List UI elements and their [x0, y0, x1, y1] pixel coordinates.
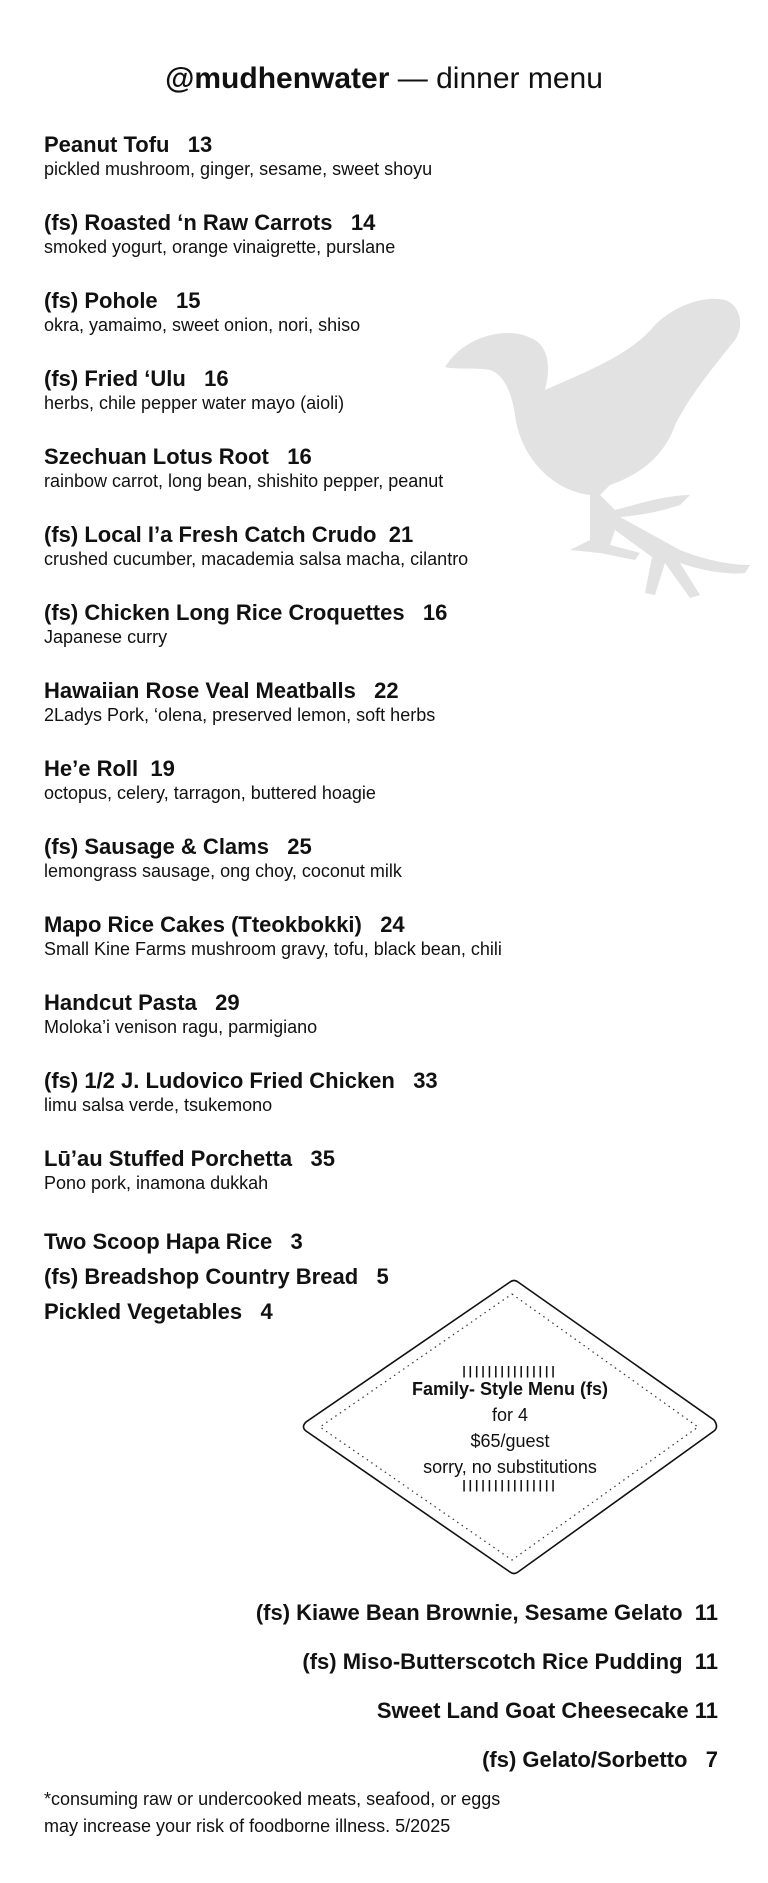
menu-item [44, 366, 502, 444]
subtitle: — dinner menu [397, 62, 603, 95]
item-description: okra, yamaimo, sweet onion, nori, shiso [44, 315, 361, 335]
item-name: Lū’au Stuffed Porchetta 35 [44, 1146, 335, 1171]
item-name: (fs) Fried ‘Ulu 16 [44, 366, 229, 391]
item-name: (fs) Sausage & Clams 25 [44, 834, 312, 859]
side-item: Two Scoop Hapa Rice 3 [44, 1229, 303, 1254]
family-style-note: sorry, no substitutions [423, 1457, 597, 1477]
menu-item [44, 1146, 502, 1224]
side-item: (fs) Breadshop Country Bread 5 [44, 1264, 389, 1289]
item-description: 2Ladys Pork, ‘olena, preserved lemon, soft herbs [44, 705, 436, 725]
item-description: Japanese curry [44, 627, 168, 647]
item-name: (fs) Local I’a Fresh Catch Crudo 21 [44, 522, 414, 547]
menu-item [44, 600, 502, 678]
page-title [0, 62, 768, 96]
menu-item [44, 912, 502, 990]
item-name: (fs) Roasted ‘n Raw Carrots 14 [44, 210, 376, 235]
item-name: Mapo Rice Cakes (Tteokbokki) 24 [44, 912, 405, 937]
menu-item [44, 990, 502, 1068]
item-description: Small Kine Farms mushroom gravy, tofu, black bean, chili [44, 939, 502, 959]
item-name: He’e Roll 19 [44, 756, 175, 781]
menu-item [44, 678, 502, 756]
item-description: limu salsa verde, tsukemono [44, 1095, 273, 1115]
item-description: pickled mushroom, ginger, sesame, sweet shoyu [44, 159, 433, 179]
dessert-item: (fs) Gelato/Sorbetto 7 [482, 1747, 718, 1772]
item-description: smoked yogurt, orange vinaigrette, purslane [44, 237, 396, 257]
item-name: Hawaiian Rose Veal Meatballs 22 [44, 678, 399, 703]
item-description: lemongrass sausage, ong choy, coconut milk [44, 861, 402, 881]
menu-item [44, 288, 502, 366]
item-name: (fs) Chicken Long Rice Croquettes 16 [44, 600, 448, 625]
menu-item [44, 1068, 502, 1146]
item-description: herbs, chile pepper water mayo (aioli) [44, 393, 345, 413]
family-style-title: Family- Style Menu (fs) [411, 1379, 609, 1399]
family-style-info [360, 1366, 660, 1490]
dessert-item: (fs) Kiawe Bean Brownie, Sesame Gelato 11 [255, 1600, 718, 1625]
menu-item [44, 132, 502, 210]
footer-line: may increase your risk of foodborne illness. 5/2025 [44, 1816, 451, 1836]
handle: @mudhenwater [165, 62, 390, 95]
dessert-item: (fs) Miso-Butterscotch Rice Pudding 11 [302, 1649, 718, 1674]
family-style-for: for 4 [491, 1405, 529, 1425]
menu-item [44, 444, 502, 522]
dessert-item: Sweet Land Goat Cheesecake 11 [376, 1698, 718, 1723]
item-name: (fs) 1/2 J. Ludovico Fried Chicken 33 [44, 1068, 438, 1093]
tick-divider: ||||||||||||||| [462, 1478, 558, 1492]
family-style-price: $65/guest [470, 1431, 550, 1451]
item-name: Handcut Pasta 29 [44, 990, 240, 1015]
menu-item [44, 756, 502, 834]
desserts-list [256, 1588, 718, 1784]
menu-item [44, 210, 502, 288]
item-name: Peanut Tofu 13 [44, 132, 213, 157]
item-description: Pono pork, inamona dukkah [44, 1173, 269, 1193]
item-description: octopus, celery, tarragon, buttered hoagie [44, 783, 376, 803]
item-description: Moloka’i venison ragu, parmigiano [44, 1017, 318, 1037]
menu-item [44, 522, 502, 600]
item-description: rainbow carrot, long bean, shishito pepper, peanut [44, 471, 444, 491]
item-name: (fs) Pohole 15 [44, 288, 201, 313]
menu-items [44, 132, 502, 1224]
menu-item [44, 834, 502, 912]
item-description: crushed cucumber, macademia salsa macha, cilantro [44, 549, 469, 569]
footer-disclaimer [44, 1786, 500, 1840]
side-item: Pickled Vegetables 4 [44, 1299, 273, 1324]
item-name: Szechuan Lotus Root 16 [44, 444, 312, 469]
tick-divider: ||||||||||||||| [462, 1364, 558, 1378]
footer-line: *consuming raw or undercooked meats, seafood, or eggs [44, 1789, 501, 1809]
